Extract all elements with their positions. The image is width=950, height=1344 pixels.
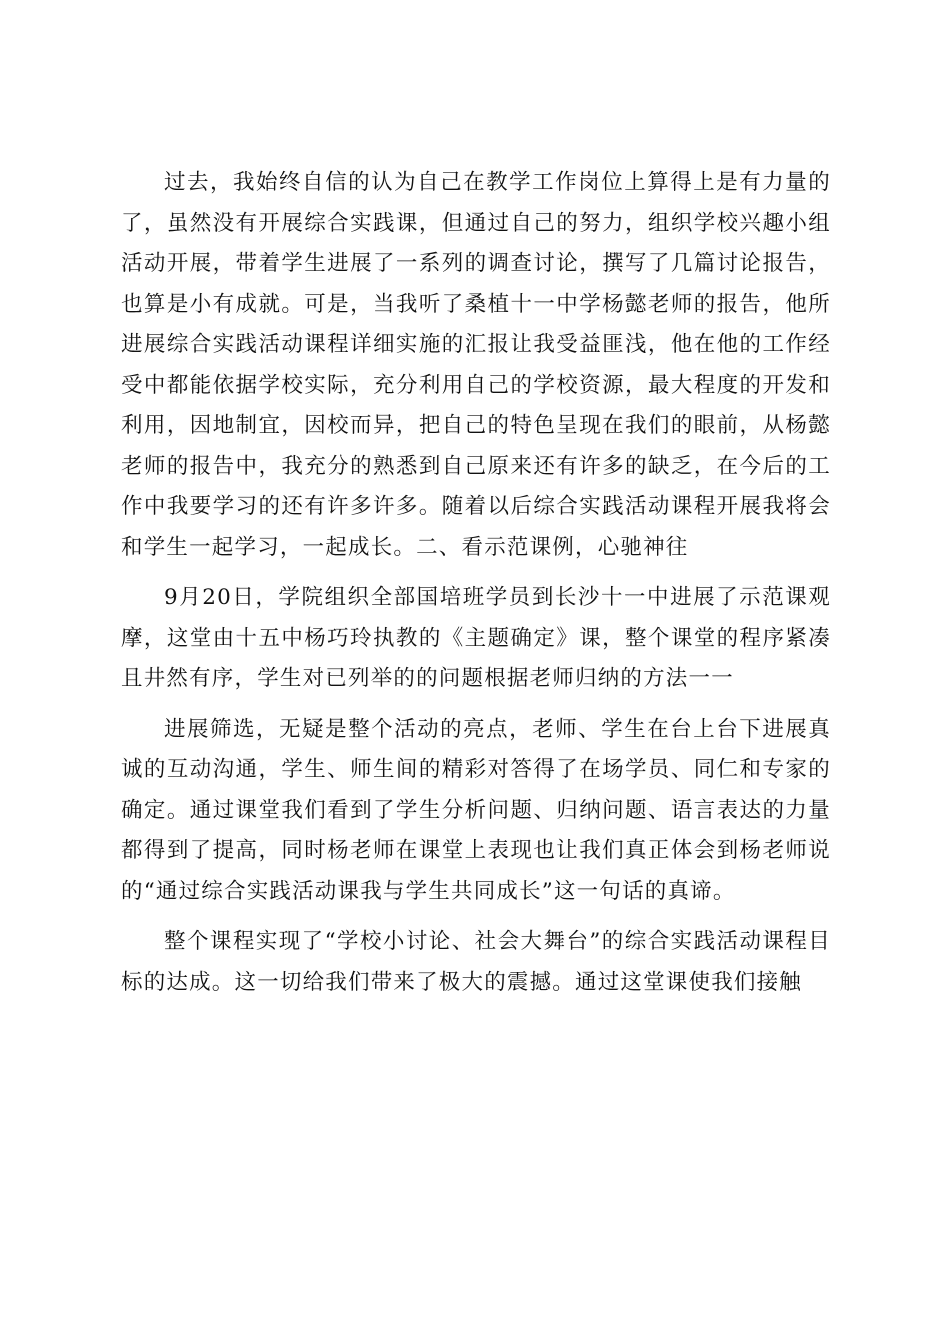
paragraph: 9月20日，学院组织全部国培班学员到长沙十一中进展了示范课观摩，这堂由十五中杨巧玲执教的《主题确定》课，整个课堂的程序紧凑且井然有序，学生对已列举的的问题根据老师归纳的方法一一 [121,585,831,691]
paragraph: 过去，我始终自信的认为自己在教学工作岗位上算得上是有力量的了，虽然没有开展综合实践课，但通过自己的努力，组织学校兴趣小组活动开展，带着学生进展了一系列的调查讨论，撰写了几篇讨论报告，也算是小有成就。可是，当我听了桑植十一中学杨懿老师的报告，他所进展综合实践活动课程详细实施的汇报让我受益匪浅，他在他的工作经受中都能依据学校实际，充分利用自己的学校资源，最大程度的开发和利用，因地制宜，因校而异，把自己的特色呈现在我们的眼前，从杨懿老师的报告中，我充分的熟悉到自己原来还有许多的缺乏，在今后的工作中我要学习的还有许多许多。随着以后综合实践活动课程开展我将会和学生一起学习，一起成长。二、看示范课例，心驰神往 [121,170,831,560]
paragraph: 整个课程实现了“学校小讨论、社会大舞台”的综合实践活动课程目标的达成。这一切给我们带来了极大的震撼。通过这堂课使我们接触 [121,929,831,995]
document-body [121,163,831,1003]
paragraph: 进展筛选，无疑是整个活动的亮点，老师、学生在台上台下进展真诚的互动沟通，学生、师生间的精彩对答得了在场学员、同仁和专家的确定。通过课堂我们看到了学生分析问题、归纳问题、语言表达的力量都得到了提高，同时杨老师在课堂上表现也让我们真正体会到杨老师说的“通过综合实践活动课我与学生共同成长”这一句话的真谛。 [121,716,831,904]
